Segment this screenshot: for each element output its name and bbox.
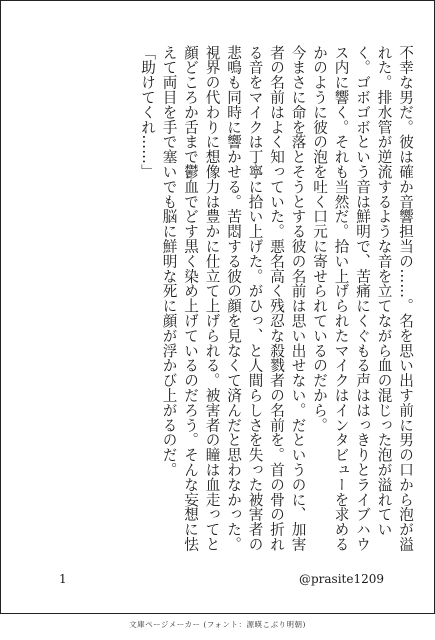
- dialogue-line: 「助けてくれ……」: [139, 45, 156, 180]
- paragraph: 不幸な男だ。彼は確か音響担当の……。名を思い出す前に男の口から泡が溢れた。排水管が逆流するような音を立てながら血の混じった泡が溢れていく。ゴボゴボという音は鮮明で、苦痛にくぐもる声ははっきりとライブハウス内に響く。それも当然だ。拾い上げられたマイクはインタビューを求めるかのように彼の泡を吐く口元に寄せられているのだから。: [311, 45, 414, 552]
- body-text: [16, 45, 416, 565]
- author-handle: @prasite1209: [298, 572, 384, 586]
- footer-credit: 文庫ページメーカー (フォント：源暎こぶり明朝): [129, 620, 306, 629]
- page-number: 1: [59, 572, 67, 586]
- paragraph: 今まさに命を落とそうとする彼の名前は思い出せない。だというのに、加害者の名前はよく知っていた。悪名高く残忍な殺戮者の名前を。首の骨の折れる音をマイクは丁寧に拾い上げた。がひっ、と人間らしさを失った被害者の悲鳴も同時に響かせる。苦悶する彼の顔を見なくて済んだと思わなかった。視界の代わりに想像力は豊かに仕立て上げられる。被害者の瞳は血走ってと顔どころか舌まで鬱血でどす黒く染め上げているのだろう。そんな妄想に怯えて両目を手で塞いでも脳に鮮明な死に顔が浮かび上がるのだ。: [160, 45, 307, 552]
